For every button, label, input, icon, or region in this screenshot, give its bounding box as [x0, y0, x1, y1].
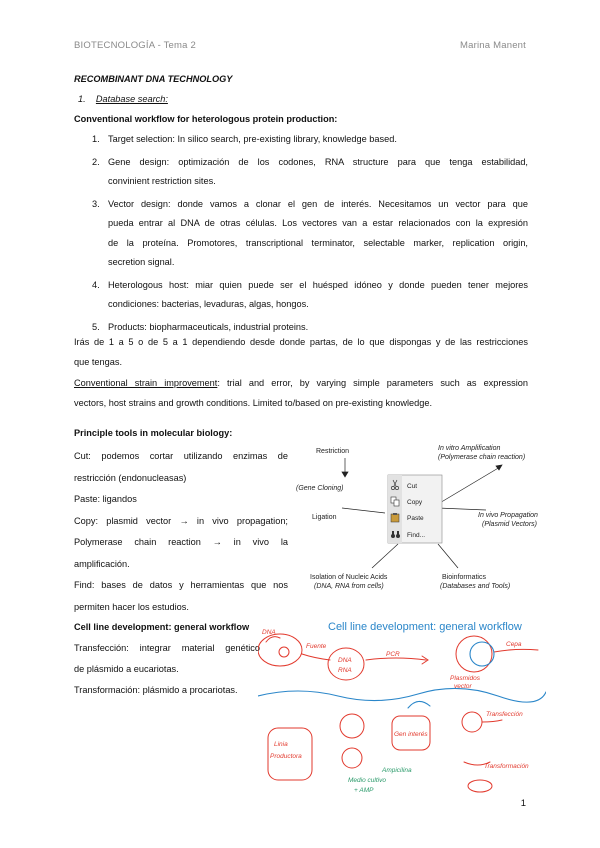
section-heading	[78, 90, 168, 110]
section-label: Database search:	[95, 94, 168, 104]
diagram-invivo-2: (Plasmid Vectors)	[482, 521, 537, 528]
sketch-label-fuente: Fuente	[306, 643, 327, 650]
sketch-cell-source	[258, 634, 302, 666]
sketch-nucleus	[279, 647, 289, 657]
sketch-label-plasmidos: Plasmidos	[450, 675, 480, 682]
sketch-colony-2	[342, 748, 362, 768]
sketch-label-transformacion: Transformación	[484, 763, 529, 770]
menu-item-find: Find...	[407, 532, 426, 539]
diagram-restriction: Restriction	[316, 448, 350, 455]
sketch-blue-mark	[408, 701, 430, 708]
header-right: Marina Manent	[460, 40, 526, 51]
sketch-dna-rna-bubble	[328, 648, 364, 680]
sketch-label-amp: + AMP	[354, 787, 374, 794]
menu-item-paste: Paste	[407, 515, 424, 522]
sketch-arrow-out	[494, 649, 538, 652]
header-left: BIOTECNOLOGÍA - Tema 2	[74, 40, 196, 51]
sketch-title: Cell line development: general workflow	[328, 621, 522, 633]
tools-heading: Principle tools in molecular biology:	[74, 428, 233, 438]
tools-text: Cut: podemos cortar utilizando enzimas de restricción (endonucleasas) Paste: ligandos Copy: plasmid vector → in vivo propagation; Polymerase chain reaction → in vivo la amplificación. Find: bases de datos y herramientas que nos permiten hacer los estudios.	[74, 451, 288, 612]
cell-text: Transfección: integrar material genético de plásmido a eucariotas. Transformación: plásmido a procariotas.	[74, 643, 260, 695]
list-item: 2. Gene design: optimización de los codones, RNA structure para que tenga estabilidad, convinient restriction sites.	[92, 156, 528, 186]
list-item: 1. Target selection: In silico search, pre-existing library, knowledge based.	[92, 134, 397, 144]
cell-line-sketch	[258, 612, 546, 798]
diagram-isolation-2: (DNA, RNA from cells)	[314, 583, 384, 590]
strain-label: Conventional strain improvement	[74, 378, 218, 388]
diagram-invitro-2: (Polymerase chain reaction)	[438, 454, 526, 461]
diagram-ligation: Ligation	[312, 514, 337, 521]
sketch-plasmid	[456, 636, 492, 672]
sketch-label-dna2: DNA	[338, 657, 352, 664]
sketch-transfection-cell	[462, 712, 482, 732]
sketch-dna-strand	[266, 637, 280, 642]
sketch-label-linia: Linia	[274, 741, 288, 748]
workflow-heading: Conventional workflow for heterologous protein production:	[74, 114, 338, 124]
sketch-label-ampicilina: Ampicilina	[382, 767, 412, 774]
diagram-bioinformatics-2: (Databases and Tools)	[440, 583, 511, 590]
sketch-label-transfeccion: Transfección	[486, 711, 523, 718]
sketch-label-rna: RNA	[338, 667, 352, 674]
sketch-colony-1	[340, 714, 364, 738]
context-menu	[388, 475, 442, 543]
diagram-gene-cloning: (Gene Cloning)	[296, 485, 344, 492]
list-item: 4. Heterologous host: miar quien puede ser el huésped idóneo y donde pueden tener mejores condiciones: bacterias, levaduras, algas, hongos.	[92, 279, 528, 309]
page-number: 1	[520, 798, 526, 809]
strain-paragraph: Conventional strain improvement: trial and error, by varying simple parameters such as expression vectors, host strains and growth conditions. Limited to/based on pre-existing knowledge.	[74, 378, 529, 408]
sketch-divider	[258, 688, 546, 702]
diagram-bioinformatics-1: Bioinformatics	[442, 574, 486, 581]
iras-paragraph: Irás de 1 a 5 o de 5 a 1 dependiendo desde donde partas, de lo que dispongas y de las restricciones que tengas.	[74, 337, 528, 367]
sketch-label-medio: Medio cultivo	[348, 777, 386, 784]
sketch-label-dna: DNA	[262, 629, 276, 636]
sketch-label-cepa: Cepa	[506, 641, 522, 648]
menu-item-copy: Copy	[407, 499, 423, 506]
sketch-bacteria	[468, 780, 492, 792]
diagram-isolation-1: Isolation of Nucleic Acids	[310, 574, 388, 581]
list-item: 3. Vector design: donde vamos a clonar el gen de interés. Necesitamos un vector para que pueda entrar al DNA de otras células. Los vectores van a estar relacionados con la expresión de la proteína. Promotores, transcriptional terminator, selectable marker, replication origin, secretion signal.	[92, 198, 528, 267]
sketch-plasmid-highlight	[470, 642, 494, 666]
workflow-list	[92, 130, 528, 337]
sketch-label-pcr: PCR	[386, 651, 400, 658]
sketch-label-vector: vector	[454, 683, 472, 690]
list-item: 5. Products: biopharmaceuticals, industrial proteins.	[92, 321, 309, 332]
sketch-label-productora: Productora	[270, 753, 302, 760]
menu-item-cut: Cut	[407, 483, 418, 490]
section-number: 1.	[78, 94, 86, 104]
paste-icon	[391, 513, 399, 522]
document-title: RECOMBINANT DNA TECHNOLOGY	[74, 74, 233, 84]
sketch-arrow-1	[302, 654, 330, 660]
sketch-arrow-pcr	[366, 658, 426, 660]
diagram-invivo-1: In vivo Propagation	[478, 512, 538, 519]
cell-heading: Cell line development: general workflow	[74, 622, 250, 632]
tools-diagram	[290, 438, 540, 598]
sketch-arrow-transf	[482, 720, 502, 722]
sketch-label-gen: Gen interés	[394, 731, 428, 738]
diagram-invitro-1: In vitro Amplification	[438, 445, 501, 452]
